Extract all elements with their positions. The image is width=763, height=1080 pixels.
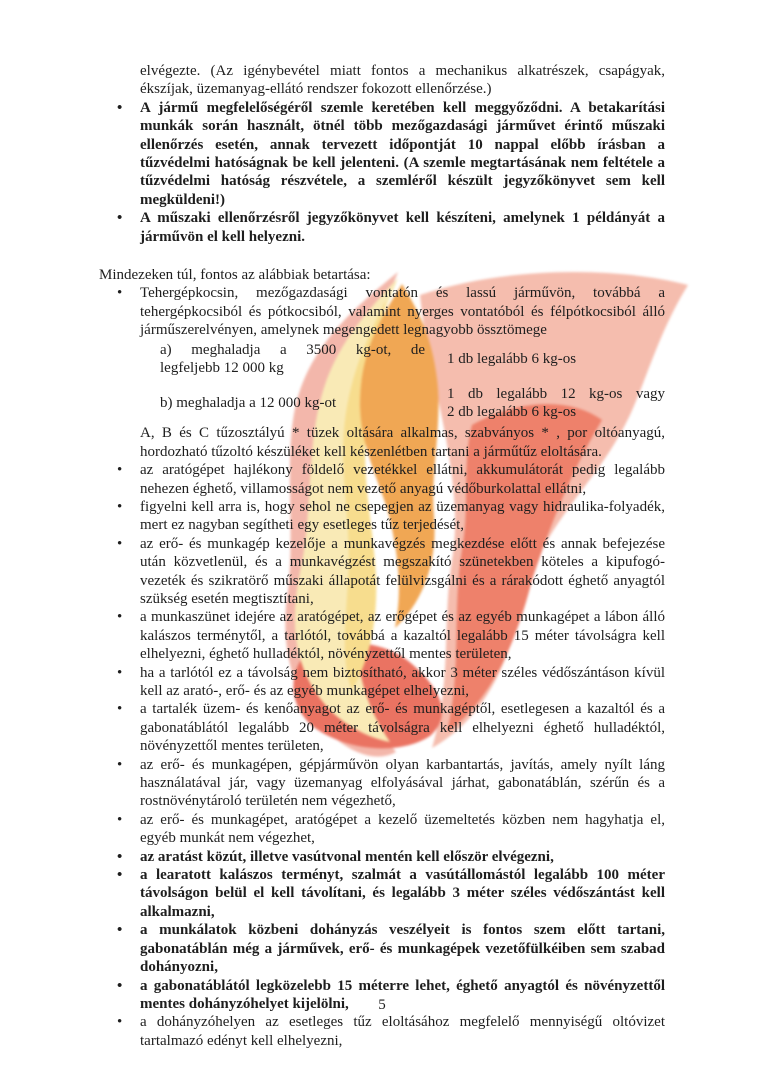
list-item-text: a learatott kalászos terményt, szalmát a vasútállomástól legalább 100 méter távolságon belül el kell távolítani, és legalább 3 méter széles védőszántást kell alkalmazni, (140, 867, 665, 920)
list-item-text: A műszaki ellenőrzésről jegyzőkönyvet kell készíteni, amelynek 1 példányát a járművön el kell helyezni. (140, 210, 665, 245)
bullet-marker-icon: • (117, 535, 123, 552)
bullet-marker-icon: • (117, 867, 123, 884)
list-item (99, 498, 665, 535)
page-number: 5 (378, 997, 386, 1013)
list-item-text: a tartalék üzem- és kenőanyagot az erő- és munkagéptől, esetlegesen a kazaltól és a gabonatáblától legalább 20 méter távolságra kell elhelyezni éghető hulladéktól, növényzettől mentes területen, (140, 701, 665, 755)
list-item (99, 1013, 665, 1050)
list-item-text: a munkálatok közbeni dohányzás veszélyeit is fontos szem előtt tartani, gabonatáblán még a járművek, erő- és munkagépek vezetőfülkéiben sem szabad dohányozni, (140, 922, 665, 976)
list-item-text: az aratógépet hajlékony földelő vezetékkel ellátni, akkumulátorát pedig legalább nehezen éghető, villamosságot nem vezető anyagú védőburkolattal ellátni, (140, 462, 665, 497)
bullet-marker-icon: • (117, 756, 123, 773)
bullet-marker-icon: • (117, 462, 123, 479)
list-item-text: A jármű megfelelőségéről szemle keretében kell meggyőződni. A betakarítási munkák során használt, ötnél több mezőgazdasági járművet érintő műszaki ellenőrzés esetén, annak tervezett időpontját 10 nappal előbb írásban a tűzvédelmi hatóságnak be kell jelenteni. (A szemle megtartásának nem feltétele a tűzvédelmi hatóság részvétele, a szemléről készült jegyzőkönyvet sem kell megküldeni!) (140, 99, 665, 208)
list-item (99, 209, 665, 246)
list-item (99, 99, 665, 209)
bullet-marker-icon: • (117, 498, 123, 515)
list-item (99, 535, 665, 609)
list-item-text: az erő- és munkagépen, gépjárművön olyan karbantartás, javítás, amely nyílt láng használatával jár, vagy üzemanyag elfolyásával járhat, gabonatáblán, szérűn és a rostnövénytároló területén nem végezhető, (140, 756, 665, 810)
bullet-marker-icon: • (117, 848, 123, 865)
bullet-marker-icon: • (117, 99, 123, 116)
list-item (99, 608, 665, 663)
bullet-marker-icon: • (117, 1014, 123, 1031)
requirement-cell (447, 350, 665, 368)
list-item (99, 921, 665, 976)
requirement-line: 1 db legalább 12 kg-os vagy (447, 385, 665, 402)
top-bullet-list (99, 99, 665, 246)
page-body (99, 62, 665, 1050)
list-item-text: Tehergépkocsin, mezőgazdasági vontatón és lassú járművön, továbbá a tehergépkocsiból és pótkocsiból, valamint nyerges vontatóból és félpótkocsiból álló járműszerelvényen, amelynek megengedett legnagyobb össztömege (140, 285, 665, 339)
list-item-text: az erő- és munkagépet, aratógépet a kezelő üzemeltetés közben nem hagyhatja el, egyéb munkát nem végezhet, (140, 811, 665, 847)
list-item (99, 664, 665, 701)
list-item (99, 461, 665, 498)
extinguisher-note: A, B és C tűzosztályú * tüzek oltására alkalmas, szabványos * , por oltóanyagú, hordozható tűzoltó készüléket kell készenlétben tartani a járműtűz eloltására. (140, 425, 665, 460)
bullet-marker-icon: • (117, 977, 123, 994)
condition-line: b) meghaladja a 12 000 kg-ot (160, 394, 337, 411)
list-item-text: ha a tarlótól ez a távolság nem biztosítható, akkor 3 méter széles védőszántáson kívül kell az arató-, erő- és az egyéb munkagépet elhelyezni, (140, 664, 665, 699)
requirement-line: 1 db legalább 6 kg-os (447, 350, 577, 367)
list-item (99, 700, 665, 755)
condition-cell (160, 341, 425, 378)
intro-continuation-paragraph: elvégezte. (Az igénybevétel miatt fontos a mechanikus alkatrészek, csapágyak, ékszíjak, üzemanyag-ellátó rendszer fokozott ellenőrzése.) (140, 63, 665, 98)
list-item-text: a dohányzóhelyen az esetleges tűz eloltásához megfelelő mennyiségű oltóvizet tartalmazó edényt kell elhelyezni, (140, 1014, 665, 1049)
table-row (160, 341, 665, 378)
bullet-marker-icon: • (117, 811, 123, 828)
list-item (99, 866, 665, 921)
bullet-marker-icon: • (117, 701, 123, 718)
table-row (160, 385, 665, 422)
bullet-marker-icon: • (117, 285, 123, 302)
list-item (99, 848, 665, 866)
list-item-text: az erő- és munkagép kezelője a munkavégzés megkezdése előtt és annak befejezése után közvetlenül, és a munkavégzést megszakító szünetekben köteles a kipufogó-vezeték és szikratörő műszaki állapotát felülvizsgálni és a rárakódott éghető anyagtól szükség esetén megtisztítani, (140, 535, 665, 607)
list-item (99, 811, 665, 848)
requirement-line: 2 db legalább 6 kg-os (447, 403, 577, 420)
list-item-text: az aratást közút, illetve vasútvonal mentén kell először elvégezni, (140, 848, 554, 865)
bullet-marker-icon: • (117, 922, 123, 939)
condition-line: a) meghaladja a 3500 kg-ot, de (160, 341, 425, 358)
bullet-marker-icon: • (117, 664, 123, 681)
list-item (99, 284, 665, 339)
list-item (99, 756, 665, 811)
bullet-marker-icon: • (117, 210, 123, 227)
requirement-cell (447, 385, 665, 422)
condition-cell (160, 394, 425, 412)
condition-line: legfeljebb 12 000 kg (160, 360, 284, 377)
list-item-text: figyelni kell arra is, hogy sehol ne csepegjen az üzemanyag vagy hidraulika-folyadék, mert ez nagyban segítheti egy esetleges tűz terjedését, (140, 498, 665, 534)
bullet-marker-icon: • (117, 609, 123, 626)
main-bullet-list (99, 284, 665, 1050)
list-item-text: a gabonatáblától legközelebb 15 méterre lehet, éghető anyagtól és növényzettől mentes dohányzóhelyet kijelölni, (140, 977, 665, 1012)
section-lead: Mindezeken túl, fontos az alábbiak betartása: (99, 267, 371, 284)
list-item-text: a munkaszünet idejére az aratógépet, az erőgépet és az egyéb munkagépet a lábon álló kalászos terménytől, a tarlótól, továbbá a kazaltól legalább 15 méter távolságra kell elhelyezni, éghető hulladéktól, növényzettől mentes területen, (140, 609, 665, 663)
extinguisher-table (160, 341, 665, 422)
